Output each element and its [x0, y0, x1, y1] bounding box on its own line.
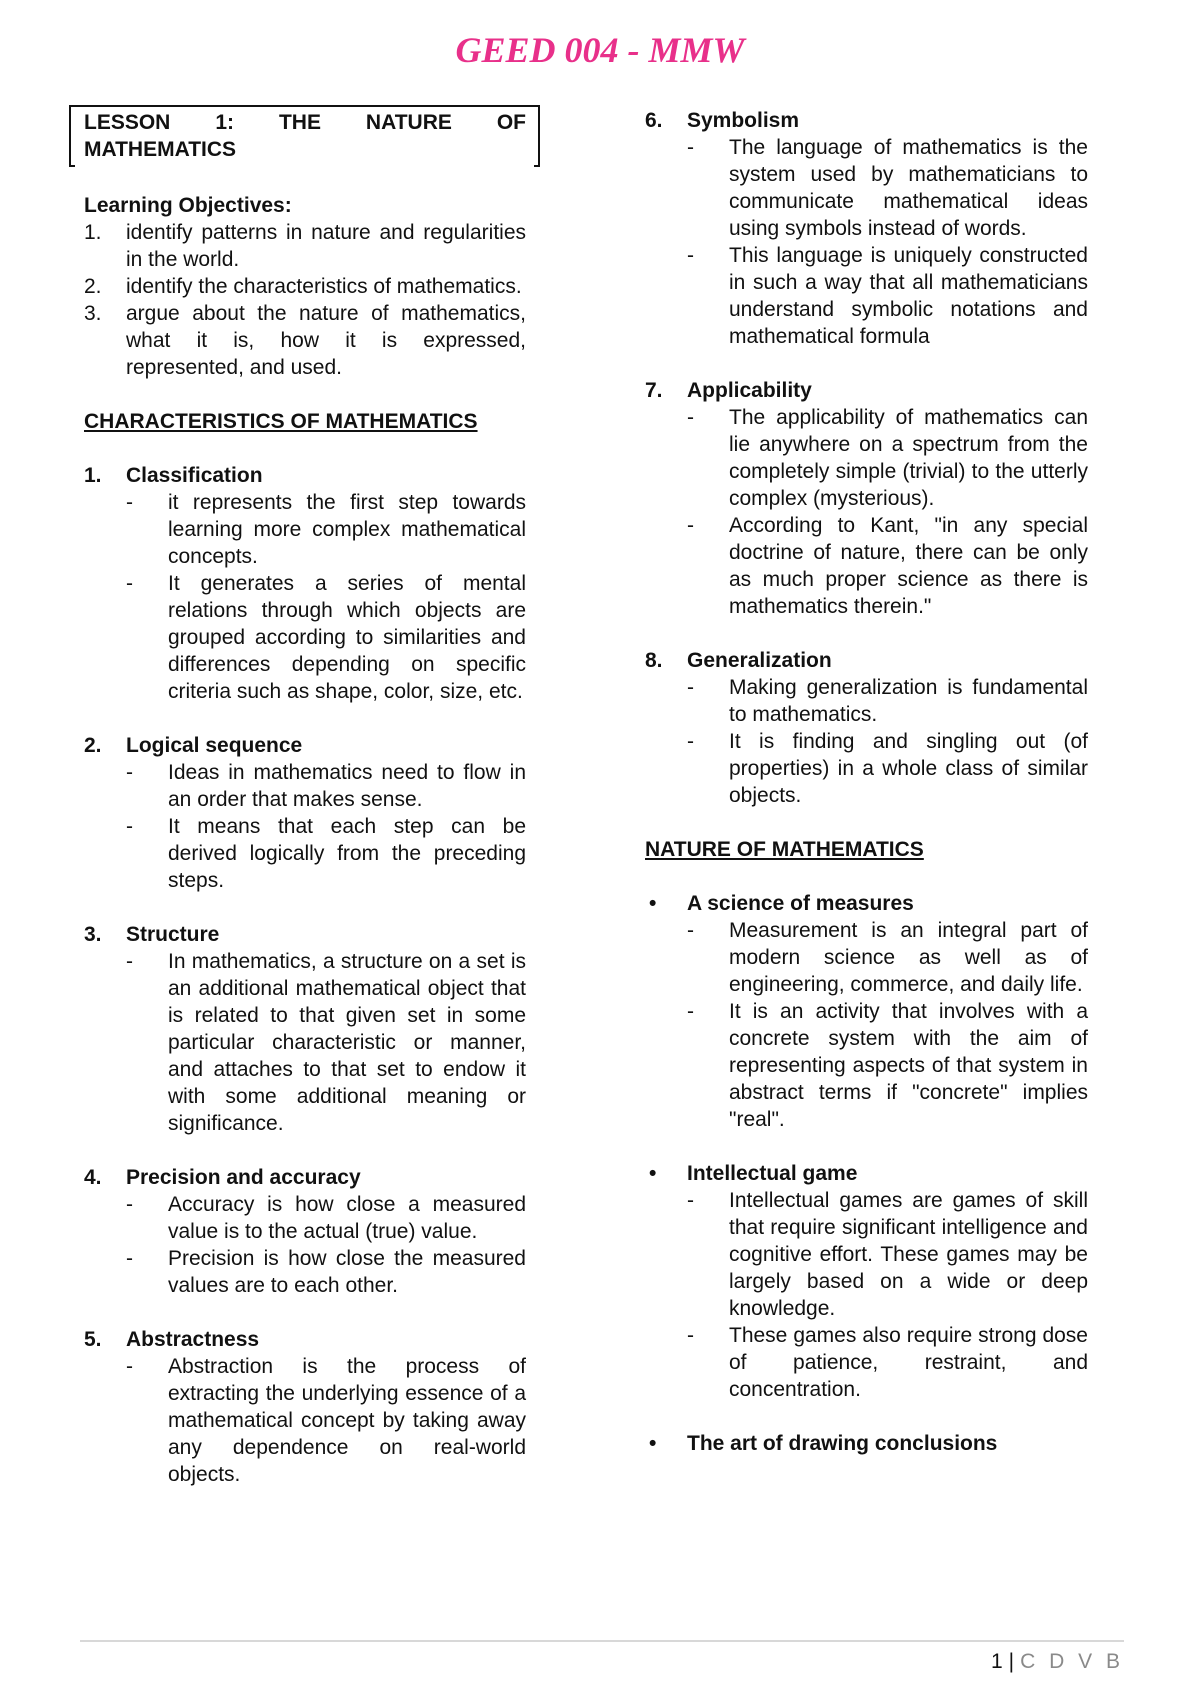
nature-science-of-measures	[645, 890, 1088, 1133]
objective-text: identify patterns in nature and regularities in the world.	[126, 221, 526, 271]
nature-title: The art of drawing conclusions	[687, 1432, 998, 1455]
objective-number: 1.	[84, 221, 102, 244]
characteristic-logical-sequence	[84, 732, 526, 894]
characteristic-number: 7.	[645, 379, 663, 402]
nature-title: Intellectual game	[687, 1162, 858, 1185]
characteristic-number: 5.	[84, 1328, 102, 1351]
characteristic-generalization	[645, 647, 1088, 809]
list-item: - It generates a series of mental relations through which objects are grouped according to similarities and differences depending on specific criteria such as shape, color, size, etc.	[126, 572, 526, 703]
document-title: GEED 004 - MMW	[455, 30, 745, 70]
objective-text: identify the characteristics of mathematics.	[126, 275, 522, 298]
nature-heading: NATURE OF MATHEMATICS	[645, 838, 924, 861]
characteristic-precision-accuracy	[84, 1164, 526, 1299]
list-item: - it represents the first step towards learning more complex mathematical concepts.	[126, 491, 526, 568]
left-column	[84, 107, 526, 1488]
characteristic-title: Symbolism	[687, 109, 800, 132]
characteristic-title: Generalization	[687, 649, 832, 672]
list-item: - Ideas in mathematics need to flow in an order that makes sense.	[126, 761, 526, 811]
bullet-icon: •	[649, 892, 657, 915]
right-column	[645, 107, 1088, 1457]
characteristic-abstractness	[84, 1326, 526, 1488]
objective-text: argue about the nature of mathematics, what it is, how it is expressed, represented, and used.	[126, 302, 526, 379]
characteristic-classification	[84, 462, 526, 705]
characteristic-number: 8.	[645, 649, 663, 672]
characteristic-number: 4.	[84, 1166, 102, 1189]
lesson-title: LESSON 1: THE NATURE OF MATHEMATICS	[84, 111, 526, 161]
list-item: - Abstraction is the process of extracting the underlying essence of a mathematical concept by taking away any dependence on real-world objects.	[126, 1355, 526, 1486]
objective-item	[84, 300, 526, 381]
list-item: - Intellectual games are games of skill that require significant intelligence and cognitive effort. These games may be largely based on a wide or deep knowledge.	[687, 1189, 1088, 1320]
characteristic-title: Classification	[126, 464, 263, 487]
characteristic-number: 2.	[84, 734, 102, 757]
nature-art-of-drawing-conclusions	[645, 1430, 1088, 1457]
characteristic-title: Precision and accuracy	[126, 1166, 361, 1189]
objective-item	[84, 219, 526, 273]
characteristic-title: Structure	[126, 923, 220, 946]
footer-divider	[80, 1640, 1124, 1642]
list-item: - Making generalization is fundamental to mathematics.	[687, 676, 1088, 726]
characteristic-structure	[84, 921, 526, 1137]
author-initials: C D V B	[1020, 1650, 1124, 1673]
list-item: - This language is uniquely constructed in such a way that all mathematicians understand symbolic notations and mathematical formula	[687, 244, 1088, 348]
list-item: - It means that each step can be derived logically from the preceding steps.	[126, 815, 526, 892]
characteristic-number: 3.	[84, 923, 102, 946]
list-item: - The applicability of mathematics can lie anywhere on a spectrum from the completely simple (trivial) to the utterly complex (mysterious).	[687, 406, 1088, 510]
list-item: - Accuracy is how close a measured value is to the actual (true) value.	[126, 1193, 526, 1243]
page-number: 1	[990, 1650, 1003, 1673]
list-item: - Measurement is an integral part of modern science as well as of engineering, commerce, and daily life.	[687, 919, 1088, 996]
characteristic-title: Logical sequence	[126, 734, 303, 757]
objectives-heading: Learning Objectives:	[84, 194, 292, 217]
characteristic-title: Abstractness	[126, 1328, 260, 1351]
objective-number: 2.	[84, 275, 102, 298]
characteristic-number: 1.	[84, 464, 102, 487]
objectives-list	[84, 219, 526, 381]
footer-separator: |	[1008, 1650, 1015, 1673]
characteristic-title: Applicability	[687, 379, 812, 402]
list-item: - These games also require strong dose of patience, restraint, and concentration.	[687, 1324, 1088, 1401]
bullet-icon: •	[649, 1432, 657, 1455]
characteristics-heading: CHARACTERISTICS OF MATHEMATICS	[84, 410, 478, 433]
nature-title: A science of measures	[687, 892, 914, 915]
characteristic-number: 6.	[645, 109, 663, 132]
objective-item	[84, 273, 526, 300]
list-item: - Precision is how close the measured values are to each other.	[126, 1247, 526, 1297]
characteristic-applicability	[645, 377, 1088, 620]
list-item: - It is an activity that involves with a concrete system with the aim of representing aspects of that system in abstract terms if "concrete" implies "real".	[687, 1000, 1088, 1131]
characteristic-symbolism	[645, 107, 1088, 350]
list-item: - According to Kant, "in any special doctrine of nature, there can be only as much proper science as there is mathematics therein."	[687, 514, 1088, 618]
list-item: - It is finding and singling out (of properties) in a whole class of similar objects.	[687, 730, 1088, 807]
list-item: - The language of mathematics is the system used by mathematicians to communicate mathematical ideas using symbols instead of words.	[687, 136, 1088, 240]
page-footer	[991, 1648, 1124, 1675]
list-item: - In mathematics, a structure on a set is an additional mathematical object that is related to that given set in some particular characteristic or manner, and attaches to that set to endow it with some additional meaning or significance.	[126, 950, 526, 1135]
nature-intellectual-game	[645, 1160, 1088, 1403]
bullet-icon: •	[649, 1162, 657, 1185]
lesson-title-box	[84, 107, 526, 165]
objective-number: 3.	[84, 302, 102, 325]
